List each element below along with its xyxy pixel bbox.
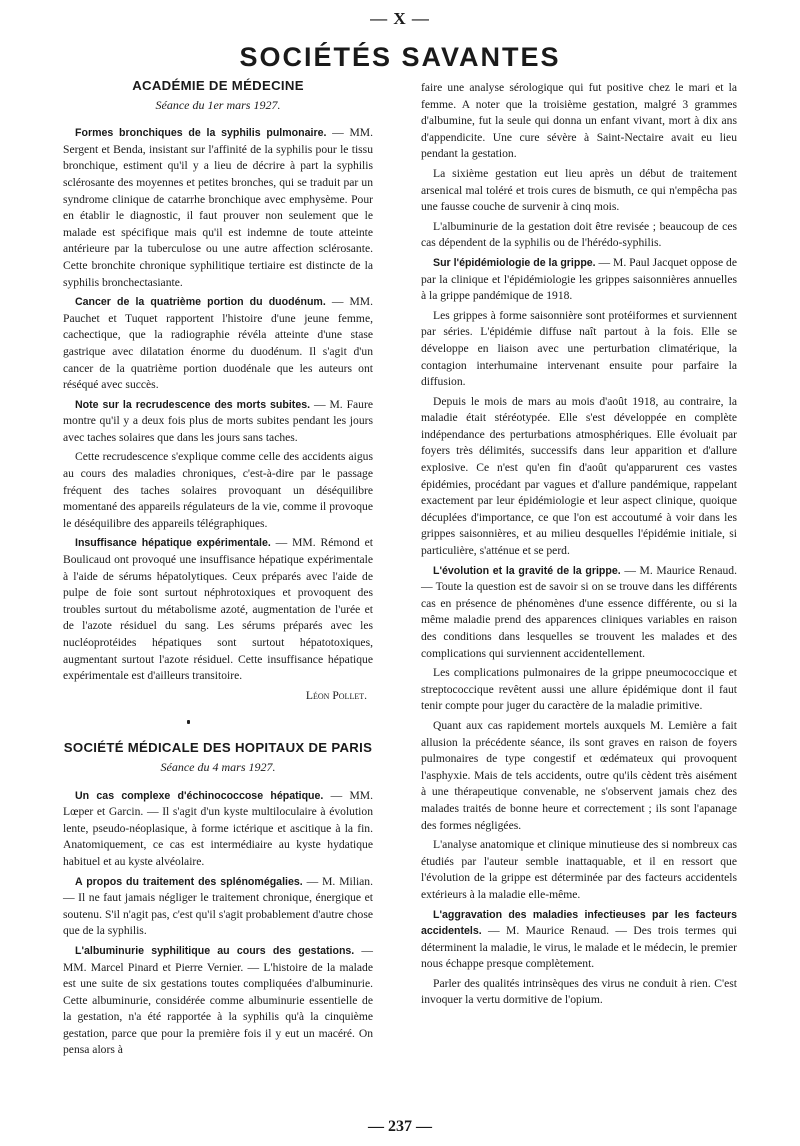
academie-session: Séance du 1er mars 1927. xyxy=(155,97,281,112)
body-paragraph: La sixième gestation eut lieu après un début de traitement arsenical mal toléré et trois cures de bismuth, ce qui n'empêcha pas une fausse couche de survenir à cinq mois. xyxy=(421,166,737,214)
body-paragraph: Quant aux cas rapidement mortels auxquels M. Lemière a fait allusion la précédente séance, ils sont graves en raison de foyers pulmonaires de type congestif et œdémateux qui provoquent l'asphyxie. Mais de tels accidents, outre qu'ils cèdent très aisément à une thérapeutique convenable, ne s'observent jamais chez des malades traités de bonne heure et correctement ; ils sont l'apanage des formes négligées. xyxy=(421,718,737,832)
article-title: Note sur la recrudescence des morts subites. xyxy=(75,398,311,411)
article-title: A propos du traitement des splénomégalies. xyxy=(75,875,303,888)
article-title: L'aggravation des maladies infectieuses par les facteurs accidentels. xyxy=(421,908,737,938)
academie-heading: ACADÉMIE DE MÉDECINE xyxy=(132,78,304,93)
body-paragraph: L'analyse anatomique et clinique minutieuse des si nombreux cas étudiés par l'auteur semble inattaquable, et il en ressort que l'évolution de la grippe est déterminée par des facteurs accidentels extérieurs à la maladie elle-même. xyxy=(421,838,737,901)
body-paragraph: Cette recrudescence s'explique comme celle des accidents aigus au cours des maladies chroniques, c'est-à-dire par le passage fréquent des taches solaires provoquant un déséquilibre momentané des appareils régulateurs de la vie, comme il provoque le déséquilibre des appareils télégraphiques. xyxy=(63,450,373,530)
article-text: — MM. Sergent et Benda, insistant sur l'affinité de la syphilis pour le tissu bronchique, estiment qu'il y a lieu de décrire à part la syphilis sclérosante des moyennes et petites bronches, qui se traduit par un syndrome clinique de catarrhe bronchique avec emphysème. Pour en établir le diagnostic, il faut prouver non seulement que le malade est spécifique mais qu'il est indemne de toute atteinte antérieure par la tuberculose ou une autre affection sclérosante. Cette bronchite chronique syphilitique tertiaire est distincte de la syphilis bronchectasiante. xyxy=(63,126,373,289)
article-text: — M. Faure montre qu'il y a deux fois plus de morts subites pendant les jours avec taches solaires que dans les jours sans taches. xyxy=(63,397,373,444)
article-paragraph xyxy=(63,125,373,291)
roman-folio: — X — xyxy=(370,9,430,28)
body-paragraph: L'albuminurie de la gestation doit être revisée ; beaucoup de ces cas dépendent de la syphilis ou de l'hérédo-syphilis. xyxy=(421,219,737,250)
article-paragraph xyxy=(421,907,737,973)
article-paragraph xyxy=(421,563,737,663)
article-title: L'évolution et la gravité de la grippe. xyxy=(433,564,621,577)
hopitaux-heading: SOCIÉTÉ MÉDICALE DES HOPITAUX DE PARIS xyxy=(63,740,373,756)
article-title: Un cas complexe d'échinococcose hépatique. xyxy=(75,789,324,802)
article-title: L'albuminurie syphilitique au cours des gestations. xyxy=(75,944,355,957)
article-title: Formes bronchiques de la syphilis pulmonaire. xyxy=(75,127,327,140)
article-text: — MM. Rémond et Boulicaud ont provoqué une insuffisance hépatique expérimentale à l'aide de sérums hépatolytiques. Ceux préparés avec l'aide de pulpe de foie sont surtout néphrotoxiques et provoquent des troubles surtout du métabolisme azoté, augmentation de l'urée et de l'azote résiduel du sang. Les sérums préparés avec les nucléoprotéides hépatiques sont surtout hépatotoxiques, augmentant surtout l'azote résiduel. Cette insuffisance hépatique expérimentale est d'ailleurs transitoire. xyxy=(63,536,373,683)
article-title: Insuffisance hépatique expérimentale. xyxy=(75,537,271,550)
page-number: — 237 — xyxy=(368,1118,432,1135)
article-paragraph xyxy=(63,874,373,940)
article-paragraph xyxy=(63,397,373,447)
body-paragraph: faire une analyse sérologique qui fut positive chez le mari et la femme. A noter que la troisième gestation, malgré 3 grammes d'albumine, fut la seule qui donna un enfant vivant, mort à dix ans d'appendicite. Une cure sévère à Saint-Nectaire avait eu lieu pendant la gestation. xyxy=(421,81,737,161)
body-paragraph: Les complications pulmonaires de la grippe pneumococcique et streptococcique revêtent aussi une allure épidémique dont il faut tenir compte pour juger du caractère de la maladie primitive. xyxy=(421,666,737,713)
body-paragraph: Depuis le mois de mars au mois d'août 1918, au contraire, la maladie était stéréotypée. Elle s'est développée en complète indépendance des perturbations atmosphériques. Elle évoluait par foyers très délimités, successifs dans leur apparition et d'allure explosive. Ce n'est qu'en fin d'août qu'apparurent ces vastes épidémies, procédant par vagues et d'allure pandémique, rappelant exactement par leur épidémiologie et leur aspect clinique, quoique décuplées d'importance, ce que l'on est accoutumé à voir dans les grippes saisonnières, et au milieu desquelles l'épidémie initiale, si particulière, s'atténue et se perd. xyxy=(421,394,737,558)
article-paragraph xyxy=(63,788,373,871)
article-text: — MM. Pauchet et Tuquet rapportent l'histoire d'une jeune femme, cachectique, que la radiographie révéla atteinte d'une stase gastrique avec dilatation énorme du duodénum. Il s'agit d'un cancer de la quatrième portion duodénale que les auteurs ont réséqué avec succès. xyxy=(63,295,373,392)
body-paragraph: Parler des qualités intrinsèques des virus ne conduit à rien. C'est invoquer la vertu dormitive de l'opium. xyxy=(421,976,737,1007)
section-separator xyxy=(63,718,373,740)
article-text: — M. Paul Jacquet oppose de par la clinique et l'épidémiologie les grippes saisonnières annuelles à la grippe pandémique de 1918. xyxy=(421,255,737,303)
article-text: — MM. Lœper et Garcin. — Il s'agit d'un kyste multiloculaire à évolution lente, pseudo-néoplasique, à forme ictérique et ascitique à la fin. Anatomiquement, ce cas est intermédiaire au kyste hydatique habituel et au kyste alvéolaire. xyxy=(63,788,373,868)
article-title: Cancer de la quatrième portion du duodénum. xyxy=(75,296,326,309)
article-paragraph xyxy=(63,943,373,1059)
right-column xyxy=(421,80,737,1012)
left-column xyxy=(63,78,373,1062)
article-text: — M. Maurice Renaud. — Toute la question est de savoir si on se trouve dans les différents cas en présence de phénomènes d'une essence différente, ou si la même maladie prend des apparences cliniques variables en raison des conditions dans lesquelles se trouvent les malades et des complications qui surviennent accidentellement. xyxy=(421,563,737,660)
article-title: Sur l'épidémiologie de la grippe. xyxy=(433,256,596,269)
article-paragraph xyxy=(63,294,373,394)
article-text: — M. Maurice Renaud. — Des trois termes qui déterminent la maladie, le virus, le malade et le médecin, le premier nous échappe presque complètement. xyxy=(421,924,737,971)
article-paragraph xyxy=(63,535,373,684)
author-signature: Léon Pollet. xyxy=(305,688,367,702)
article-text: — M. Milian. — Il ne faut jamais négliger le traitement chronique, énergique et soutenu. S'il n'agit pas, c'est qu'il s'agit probablement d'autre chose que de la syphilis. xyxy=(63,874,374,938)
article-text: — MM. Marcel Pinard et Pierre Vernier. — L'histoire de la malade est une suite de six gestations toutes compliquées d'albuminurie. Cette albuminurie, considérée comme albuminurie essentielle de la gestation, n'a été rapportée à la syphilis qu'à la cinquième gestation, parce que pour la première fois il y eut un macéré. On pensa alors à xyxy=(63,943,373,1057)
body-paragraph: Les grippes à forme saisonnière sont protéiformes et surviennent par séries. L'épidémie diffuse naît partout à la fois. Elle se développe en liaison avec une perturbation climatérique, la contagion interhumaine intervenant ensuite pour parfaire la diffusion. xyxy=(421,308,737,389)
hopitaux-session: Séance du 4 mars 1927. xyxy=(160,759,276,774)
page-title: SOCIÉTÉS SAVANTES xyxy=(239,42,561,72)
article-paragraph xyxy=(421,255,737,305)
separator-dot xyxy=(187,720,190,724)
